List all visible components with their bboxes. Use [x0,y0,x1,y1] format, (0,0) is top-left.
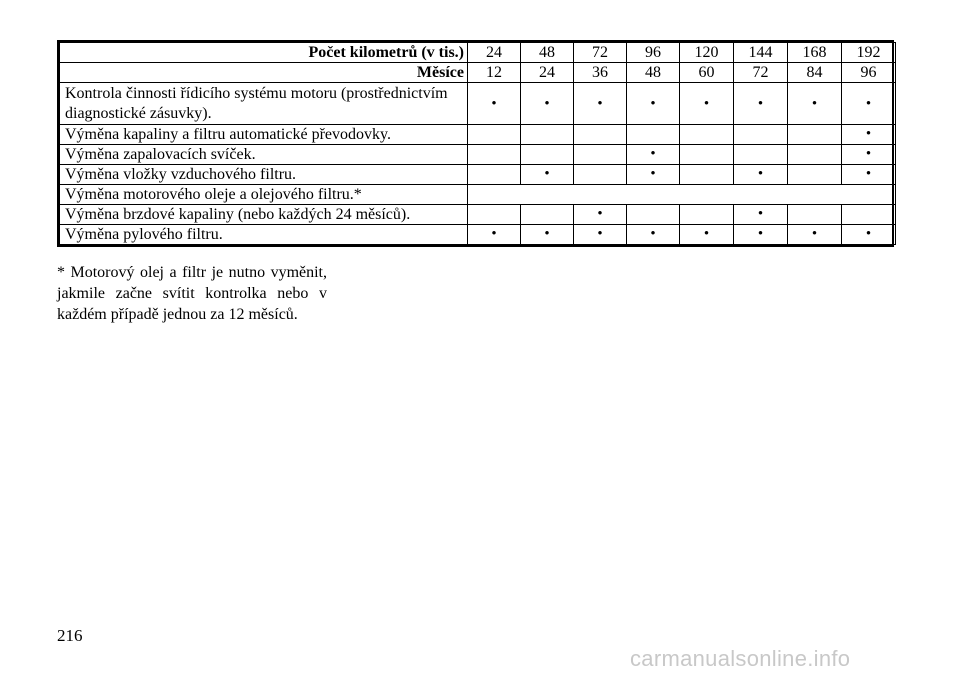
footnote-line: * Motorový olej a filtr je nutno vyměnit, [57,264,327,281]
schedule-mark: • [627,225,680,245]
schedule-mark: • [521,83,574,125]
schedule-mark [521,205,574,225]
schedule-mark [788,205,842,225]
schedule-mark [627,125,680,145]
schedule-mark: • [680,225,734,245]
schedule-mark [521,145,574,165]
watermark-text: carmanualsonline.info [630,646,851,671]
footnote-line: jakmile začne svítit kontrolka nebo v [57,285,327,302]
schedule-mark [468,165,521,185]
month-value: 24 [521,63,574,83]
schedule-mark: • [842,145,896,165]
month-value: 84 [788,63,842,83]
schedule-mark: • [788,225,842,245]
schedule-mark: • [627,165,680,185]
schedule-mark [468,205,521,225]
schedule-mark [627,205,680,225]
schedule-mark: • [468,83,521,125]
table-row [60,205,896,225]
table-row [60,185,896,205]
table-row [60,145,896,165]
schedule-mark: • [574,225,627,245]
schedule-mark [734,125,788,145]
km-value: 48 [521,43,574,63]
schedule-mark [468,145,521,165]
schedule-mark [574,165,627,185]
km-value: 120 [680,43,734,63]
schedule-mark [680,205,734,225]
schedule-mark [788,145,842,165]
row-label: Výměna kapaliny a filtru automatické převodovky. [60,125,468,145]
km-value: 24 [468,43,521,63]
schedule-mark: • [627,145,680,165]
month-value: 72 [734,63,788,83]
row-label: Výměna vložky vzduchového filtru. [60,165,468,185]
maintenance-schedule-table [57,40,894,247]
month-value: 48 [627,63,680,83]
km-value: 144 [734,43,788,63]
row-label-line: Kontrola činnosti řídicího systému motoru (prostřednictvím [65,85,448,102]
km-header-label: Počet kilometrů (v tis.) [60,43,468,63]
schedule-mark: • [842,165,896,185]
row-label-line: diagnostické zásuvky). [65,105,212,122]
table-row [60,165,896,185]
header-row-months [60,63,896,83]
schedule-mark [788,165,842,185]
schedule-grid [59,42,896,245]
row-label: Výměna brzdové kapaliny (nebo každých 24 měsíců). [60,205,468,225]
schedule-mark: • [574,205,627,225]
schedule-mark [574,125,627,145]
schedule-mark: • [788,83,842,125]
schedule-mark: • [574,83,627,125]
merged-empty-cell [468,185,896,205]
month-value: 12 [468,63,521,83]
km-value: 72 [574,43,627,63]
schedule-mark: • [680,83,734,125]
schedule-mark [574,145,627,165]
schedule-mark: • [734,225,788,245]
schedule-mark: • [627,83,680,125]
schedule-mark [468,125,521,145]
row-label: Výměna motorového oleje a olejového filtru.* [60,185,468,205]
schedule-mark: • [468,225,521,245]
table-row [60,125,896,145]
schedule-mark [680,125,734,145]
footnote [57,262,327,325]
header-row-km [60,43,896,63]
schedule-mark [842,205,896,225]
month-value: 96 [842,63,896,83]
km-value: 168 [788,43,842,63]
km-value: 192 [842,43,896,63]
page-number: 216 [57,626,83,645]
schedule-mark: • [842,125,896,145]
row-label: Výměna pylového filtru. [60,225,468,245]
schedule-mark: • [842,83,896,125]
schedule-mark: • [521,225,574,245]
row-label: Výměna zapalovacích svíček. [60,145,468,165]
schedule-mark [521,125,574,145]
schedule-mark: • [521,165,574,185]
schedule-mark: • [734,83,788,125]
table-row [60,83,896,125]
schedule-mark [788,125,842,145]
schedule-mark: • [842,225,896,245]
row-label [60,83,468,125]
schedule-mark [734,145,788,165]
table-row [60,225,896,245]
month-value: 60 [680,63,734,83]
month-value: 36 [574,63,627,83]
footnote-line: každém případě jednou za 12 měsíců. [57,306,298,323]
months-header-label: Měsíce [60,63,468,83]
schedule-mark: • [734,165,788,185]
schedule-mark [680,165,734,185]
schedule-mark: • [734,205,788,225]
km-value: 96 [627,43,680,63]
schedule-mark [680,145,734,165]
